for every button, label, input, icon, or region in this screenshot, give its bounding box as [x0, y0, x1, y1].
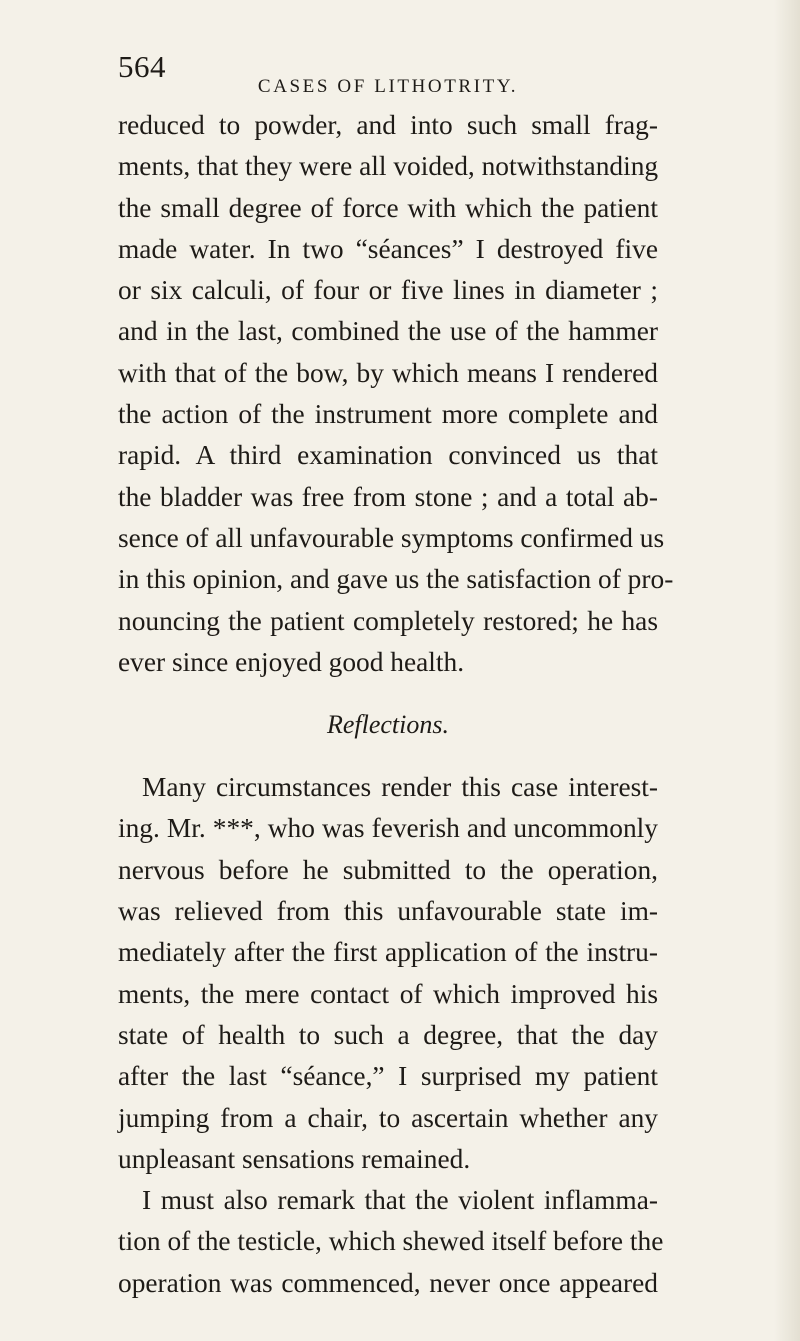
text-line: unpleasant sensations remained.: [118, 1143, 471, 1174]
text-line: the bladder was free from stone ; and a total ab-: [118, 481, 658, 512]
body-text: [118, 105, 674, 1304]
text-line: was relieved from this unfavourable state im-: [118, 896, 658, 927]
page-number: 564: [118, 49, 166, 84]
text-line: the small degree of force with which the patient: [118, 192, 658, 223]
text-line: rapid. A third examination convinced us that: [118, 440, 658, 471]
paragraph-1: [118, 105, 674, 683]
text-line: ments, the mere contact of which improved his: [118, 978, 658, 1009]
text-line: sence of all unfavourable symptoms confirmed us: [118, 522, 665, 553]
text-line: state of health to such a degree, that the day: [118, 1019, 658, 1050]
text-line: made water. In two “séances” I destroyed five: [118, 233, 658, 264]
text-line: nervous before he submitted to the operation,: [118, 854, 658, 885]
paragraph-3: [118, 1180, 664, 1304]
text-line: nouncing the patient completely restored; he has: [118, 605, 658, 636]
text-line: the action of the instrument more complete and: [118, 399, 658, 430]
page-header: [118, 50, 658, 98]
page-edge-shadow: [774, 0, 800, 1341]
paragraph-2: [118, 767, 658, 1180]
text-line: after the last “séance,” I surprised my patient: [118, 1061, 658, 1092]
text-line: operation was commenced, never once appeared: [118, 1267, 658, 1298]
running-head: CASES OF LITHOTRITY.: [257, 76, 519, 97]
text-line: Many circumstances render this case interest-: [142, 772, 658, 803]
text-line: with that of the bow, by which means I rendered: [118, 357, 658, 388]
text-line: or six calculi, of four or five lines in diameter ;: [118, 275, 658, 306]
text-line: reduced to powder, and into such small frag-: [118, 110, 658, 140]
text-line: in this opinion, and gave us the satisfaction of pro-: [118, 564, 674, 595]
text-line: I must also remark that the violent inflamma-: [142, 1185, 658, 1216]
text-line: mediately after the first application of the instru-: [118, 937, 658, 968]
text-line: ever since enjoyed good health.: [118, 646, 465, 677]
text-line: and in the last, combined the use of the hammer: [118, 316, 658, 347]
text-line: ments, that they were all voided, notwithstanding: [118, 151, 659, 182]
text-line: ing. Mr. ***, who was feverish and uncommonly: [118, 813, 658, 844]
text-line: jumping from a chair, to ascertain whether any: [118, 1102, 658, 1133]
section-heading: Reflections.: [326, 710, 449, 740]
text-line: tion of the testicle, which shewed itself before the: [118, 1226, 664, 1257]
